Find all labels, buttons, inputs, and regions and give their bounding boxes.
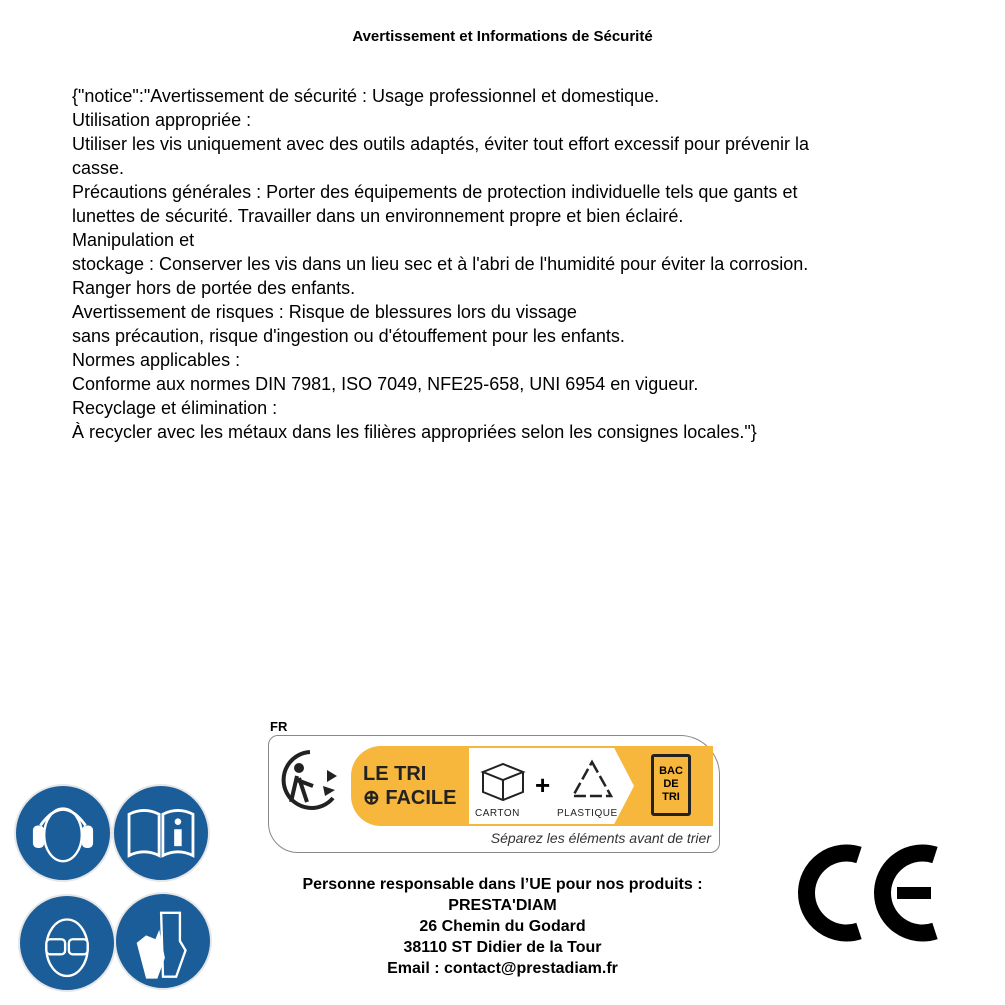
triman-note: Séparez les éléments avant de trier [490,830,711,846]
notice-line: Avertissement de risques : Risque de blessures lors du vissage [72,302,577,322]
ear-protection-icon [14,784,112,882]
plastique-label: PLASTIQUE [557,808,618,819]
bin-icon: BAC DE TRI [651,754,691,816]
footer-line: Personne responsable dans l’UE pour nos produits : [302,876,703,893]
notice-line: Recyclage et élimination : [72,398,278,418]
page-title: Avertissement et Informations de Sécurité [352,28,653,45]
contact-email[interactable]: Email : contact@prestadiam.fr [387,960,618,977]
country-code: FR [270,719,288,734]
le-tri-facile: LE TRI ⊕ FACILE [363,763,457,809]
address-street: 26 Chemin du Godard [419,918,586,935]
notice-line: casse. [72,158,125,178]
carton-label: CARTON [475,808,520,819]
notice-line: Conforme aux normes DIN 7981, ISO 7049, NFE25-658, UNI 6954 en vigueur. [72,374,699,394]
recycle-icon [567,758,617,804]
plus-icon: + [535,770,551,800]
company-name: PRESTA'DIAM [448,897,557,914]
notice-line: sans précaution, risque d'ingestion ou d'étouffement pour les enfants. [72,326,625,346]
notice-line: Utilisation appropriée : [72,110,252,130]
read-manual-icon [112,784,210,882]
carton-icon [477,758,529,802]
triman-logo [268,735,720,853]
notice-line: Normes applicables : [72,350,241,370]
notice-line: Manipulation et [72,230,195,250]
ce-mark-icon [797,843,939,943]
triman-icon [277,746,343,818]
notice-line: lunettes de sécurité. Travailler dans un environnement propre et bien éclairé. [72,206,684,226]
notice-text [72,84,932,444]
notice-line: Utiliser les vis uniquement avec des outils adaptés, éviter tout effort excessif pour prévenir la [72,134,810,154]
notice-line: {"notice":"Avertissement de sécurité : Usage professionnel et domestique. [72,86,660,106]
notice-line: Précautions générales : Porter des équipements de protection individuelle tels que gants et [72,182,798,202]
address-city: 38110 ST Didier de la Tour [403,939,602,956]
notice-line: Ranger hors de portée des enfants. [72,278,356,298]
notice-line: À recycler avec les métaux dans les filières appropriées selon les consignes locales."} [72,422,757,442]
notice-line: stockage : Conserver les vis dans un lieu sec et à l'abri de l'humidité pour éviter la corrosion. [72,254,809,274]
